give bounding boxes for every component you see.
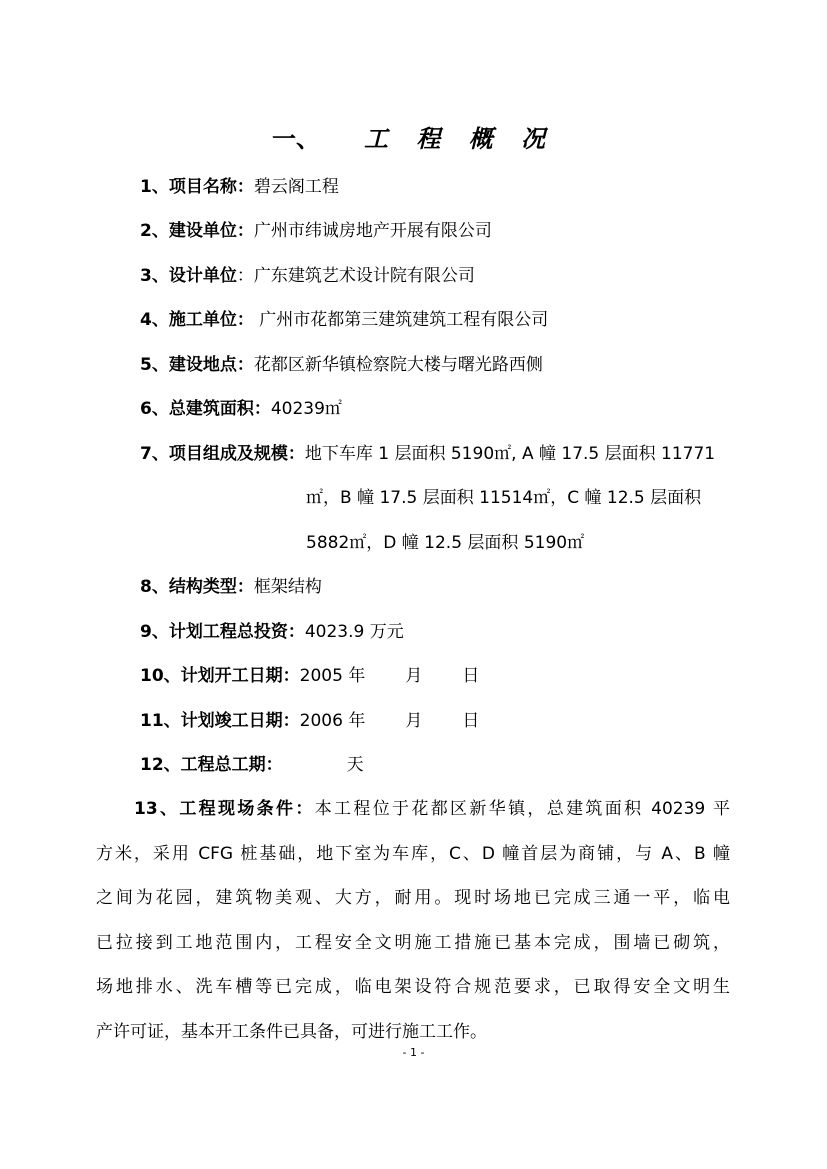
item-value: 碧云阁工程 — [253, 177, 339, 197]
day-label: 日 — [462, 666, 480, 686]
site-conditions-label: 13、工程现场条件： — [134, 799, 315, 819]
item-label: 3、设计单位 — [140, 266, 237, 286]
item-value: 地下车库 1 层面积 5190㎡, A 幢 17.5 层面积 11771 — [304, 444, 716, 464]
item-label: 1、项目名称： — [140, 177, 254, 197]
item-label: 8、结构类型： — [140, 577, 254, 597]
item-label: 6、总建筑面积： — [140, 399, 271, 419]
page-number: - 1 - — [402, 1046, 425, 1059]
item-label: 7、项目组成及规模： — [140, 444, 305, 464]
month-label: 月 — [405, 666, 423, 686]
item-value: ：广东建筑艺术设计院有限公司 — [236, 266, 475, 286]
item-composition-line-2: ㎡，B 幢 17.5 层面积 11514㎡，C 幢 12.5 层面积 — [306, 488, 702, 508]
item-completion-date — [140, 708, 479, 734]
item-project-name — [140, 174, 339, 200]
item-composition-line-3: 5882㎡，D 幢 12.5 层面积 5190㎡ — [306, 533, 585, 553]
item-composition — [140, 441, 715, 467]
paragraph-line: 产许可证，基本开工条件已具备，可进行施工工作。 — [96, 1021, 487, 1042]
item-label: 4、施工单位： — [140, 310, 254, 330]
paragraph-line: 方米，采用 CFG 桩基础，地下室为车库，C、D 幢首层为商铺，与 A、B 幢 — [96, 843, 730, 864]
item-label: 10、计划开工日期： — [140, 666, 300, 686]
paragraph-line: 已拉接到工地范围内，工程安全文明施工措施已基本完成，围墙已砌筑， — [96, 932, 730, 953]
item-value: 花都区新华镇检察院大楼与曙光路西侧 — [253, 355, 543, 375]
item-value: 4023.9 万元 — [304, 622, 404, 642]
section-title — [0, 122, 827, 156]
section-number: 一、 — [271, 125, 320, 153]
item-value: 2005 年 — [299, 666, 366, 686]
paragraph-line: 之间为花园，建筑物美观、大方，耐用。现时场地已完成三通一平，临电 — [96, 888, 730, 909]
paragraph-line: 13、工程现场条件：本工程位于花都区新华镇，总建筑面积 40239 平 — [134, 799, 730, 819]
item-value: 广州市花都第三建筑建筑工程有限公司 — [253, 310, 549, 330]
item-owner — [140, 218, 492, 244]
item-contractor — [140, 307, 548, 333]
item-structure-type — [140, 574, 322, 600]
item-location — [140, 352, 543, 378]
item-value: 框架结构 — [253, 577, 322, 597]
paragraph-line: 场地排水、洗车槽等已完成，临电架设符合规范要求，已取得安全文明生 — [96, 977, 730, 998]
item-designer — [140, 263, 475, 289]
item-label: 5、建设地点： — [140, 355, 254, 375]
section-title-text: 工 程 概 况 — [363, 125, 556, 153]
item-value: 天 — [346, 755, 364, 775]
item-label: 2、建设单位： — [140, 221, 254, 241]
item-label: 12、工程总工期： — [140, 755, 283, 775]
item-total-area — [140, 396, 342, 422]
month-label: 月 — [405, 711, 423, 731]
item-value: 2006 年 — [299, 711, 366, 731]
item-value: 广州市纬诚房地产开展有限公司 — [253, 221, 492, 241]
item-label: 11、计划竣工日期： — [140, 711, 300, 731]
day-label: 日 — [462, 711, 480, 731]
item-label: 9、计划工程总投资： — [140, 622, 305, 642]
item-start-date — [140, 663, 479, 689]
item-duration — [140, 752, 364, 778]
site-conditions-paragraph — [96, 787, 730, 1055]
item-investment — [140, 619, 404, 645]
item-value: 40239㎡ — [270, 399, 342, 419]
